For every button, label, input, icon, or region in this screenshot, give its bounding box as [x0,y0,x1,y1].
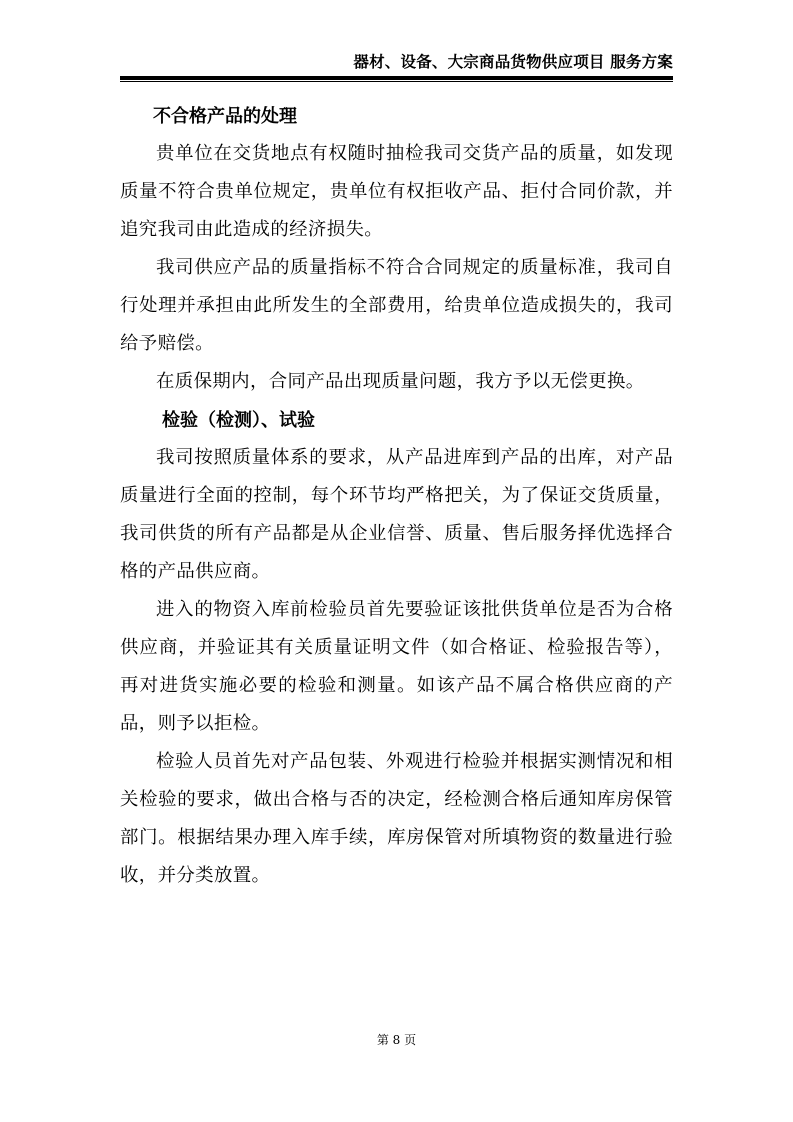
header-rule-thick [120,76,673,80]
page-header-title: 器材、设备、大宗商品货物供应项目 服务方案 [353,53,673,71]
paragraph: 我司供应产品的质量指标不符合合同规定的质量标准，我司自行处理并承担由此所发生的全部费用，给贵单位造成损失的，我司给予赔偿。 [120,257,673,354]
paragraph: 在质保期内，合同产品出现质量问题，我方予以无偿更换。 [156,371,645,392]
paragraph: 贵单位在交货地点有权随时抽检我司交货产品的质量，如发现质量不符合贵单位规定，贵单位有权拒收产品、拒付合同价款，并追究我司由此造成的经济损失。 [120,143,673,240]
paragraph: 进入的物资入库前检验员首先要验证该批供货单位是否为合格供应商，并验证其有关质量证明文件（如合格证、检验报告等），再对进货实施必要的检验和测量。如该产品不属合格供应商的产品，则予以拒检。 [120,599,673,734]
paragraph: 我司按照质量体系的要求，从产品进库到产品的出库，对产品质量进行全面的控制，每个环节均严格把关，为了保证交货质量，我司供货的所有产品都是从企业信誉、质量、售后服务择优选择合格的产品供应商。 [120,447,673,582]
paragraph: 检验人员首先对产品包装、外观进行检验并根据实测情况和相关检验的要求，做出合格与否的决定，经检测合格后通知库房保管部门。根据结果办理入库手续，库房保管对所填物资的数量进行验收，并分类放置。 [120,751,673,886]
section-heading-inspection-testing: 检验（检测）、试验 [162,410,315,431]
page-number: 第 8 页 [376,1033,417,1047]
header-rule-thin [120,81,673,82]
section-heading-nonconforming-products: 不合格产品的处理 [153,106,297,127]
document-body [120,99,673,895]
